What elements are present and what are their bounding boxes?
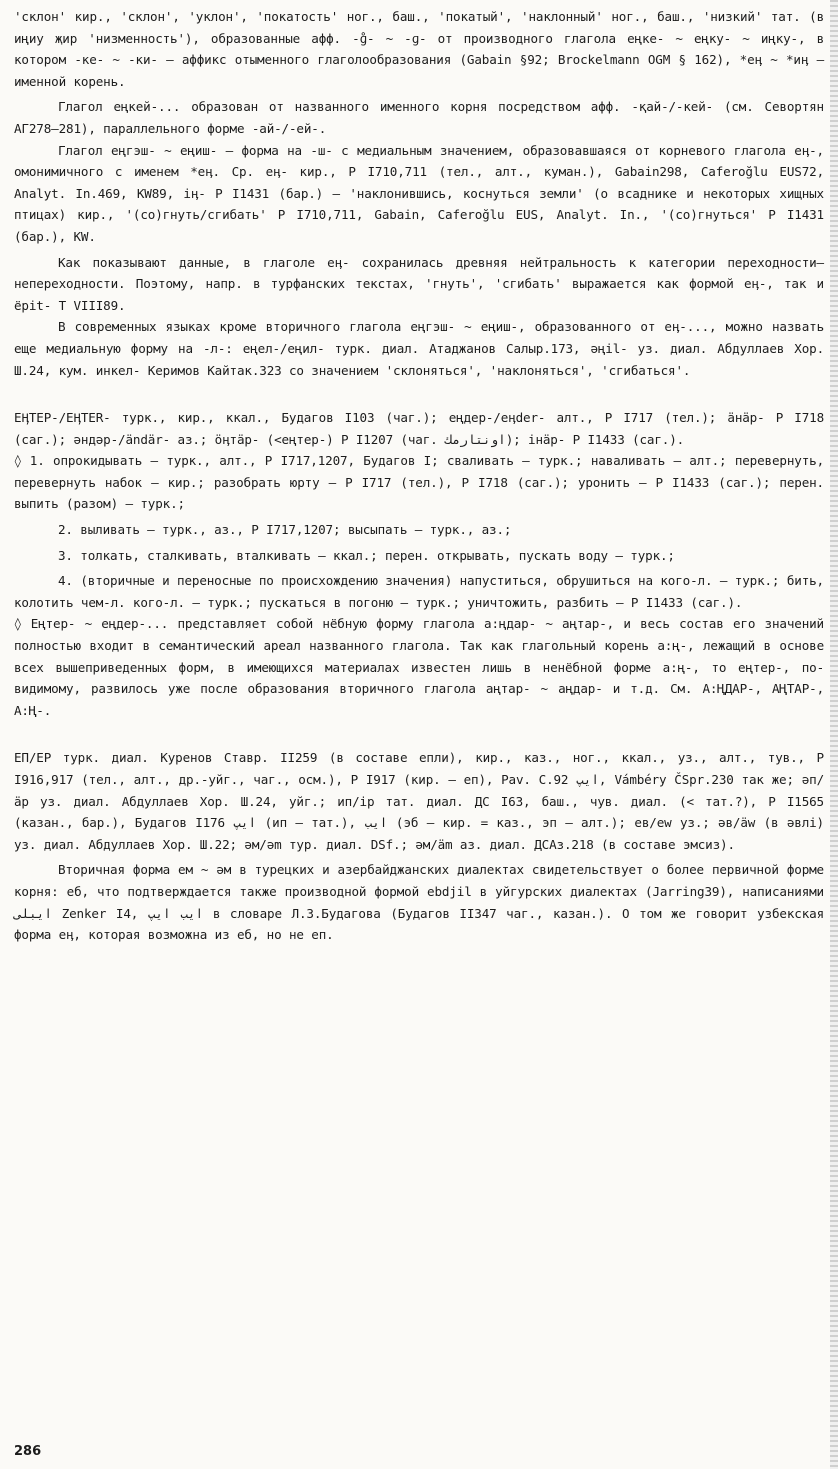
paragraph: В современных языках кроме вторичного глагола еңгэш- ~ еңиш-, образованного от еӊ-..., можно назвать еще медиальную форму на -л-: еңел-/еңил- турк. диал. Атаджанов Салыр.173, әңil- уз. диал. Абдуллаев Хор. Ш.24, кум. инкел- Керимов Кайтак.323 со значением 'склоняться', 'наклоняться', 'сгибаться'. [14, 319, 824, 378]
paragraph: ◊ 1. опрокидывать – турк., алт., Р I717,1207, Будагов I; сваливать – турк.; наваливать – алт.; перевернуть, перевернуть набок – кир.; разобрать юрту – Р I717 (тел.), Р I718 (саг.); уронить – Р I1433 (саг.); перен. выпить (разом) – турк.; [14, 453, 824, 512]
paragraph-gap [14, 381, 824, 407]
paragraph: ◊ Еңтер- ~ еңдер-... представляет собой нёбную форму глагола а:ңдар- ~ аңтар-, и весь состав его значений полностью входит в семантический ареал названного глагола. Так как глагольный корень а:ң-, лежащий в основе всех вышеприведенных форм, в имеющихся материалах известен лишь в ненёбной форме а:ң-, то еңтер-, по-видимому, развилось уже после образования вторичного глагола аңтар- ~ аңдар- и т.д. См. А:ҢДАР-, АҢТАР-, А:Ң-. [14, 616, 824, 718]
paragraph: 3. толкать, сталкивать, вталкивать – ккал.; перен. открывать, пускать воду – турк.; [58, 547, 675, 563]
paragraph: Вторичная форма ем ~ әм в турецких и азербайджанских диалектах свидетельствует о более первичной форме корня: еб, что подтверждается также производной формой ebdjil в уйгурских диалектах (Jarring39), написаниями ايبلى Zenker I4, ايب ايپ в словаре Л.З.Будагова (Будагов II347 чаг., казан.). О том же говорит узбекская форма еӊ, которая возможна из еб, но не еп. [14, 862, 824, 943]
paragraph-gap [14, 721, 824, 747]
paragraph: ЕП/ЕР турк. диал. Куренов Ставр. II259 (в составе епли), кир., каз., ног., ккал., уз., алт., тув., Р I916,917 (тел., алт., др.-уйг., чаг., осм.), Р I917 (кир. – еп), Pav. C.92 ايپ, Vámbéry ČSpr.230 так же; әп/äр уз. диал. Абдуллаев Хор. Ш.24, уйг.; ип/iр тат. диал. ДС I63, баш., чув. диал. (< тат.?), Р I1565 (казан., бар.), Будагов I176 ايپ (ип – тат.), ايب (эб – кир. = каз., эп – алт.); eв/ew уз.; әв/äw (в әвлi) уз. диал. Абдуллаев Хор. Ш.22; әм/әm тур. диал. DSf.; әм/äm аз. диал. ДСАз.218 (в составе эмсиз). [14, 750, 825, 852]
paragraph: Как показывают данные, в глаголе еӊ- сохранилась древняя нейтральность к категории переходности–непереходности. Поэтому, напр. в турфанских текстах, 'гнуть', 'сгибать' выражается как формой еӊ-, так и ёpit- Т VIII89. [14, 254, 824, 313]
paragraph: Глагол еңкей-... образован от названного именного корня посредством афф. -қай-/-кей- (см. Севортян АГ278–281), параллельного форме -ай-/-ей-. [14, 99, 824, 136]
paragraph: 'склон' кир., 'склон', 'уклон', 'покатость' ног., баш., 'покатый', 'наклонный' ног., баш., 'низкий' тат. (в иңиу җир 'низменность'), образованные афф. -ɡ̊- ~ -ɡ- от производного глагола еңке- ~ еңку- ~ иңку-, в котором -ке- ~ -ки- – аффикс отыменного глаголообразования (Gabain §92; Brockelmann OGM § 162), *еӊ ~ *иӊ – именной корень. [14, 9, 824, 89]
paragraph: 4. (вторичные и переносные по происхождению значения) напуститься, обрушиться на кого-л. – турк.; бить, колотить чем-л. кого-л. – турк.; пускаться в погоню – турк.; уничтожить, разбить – Р I1433 (саг.). [14, 573, 824, 610]
page-number: 286 [14, 1444, 42, 1459]
paragraph: 2. выливать – турк., аз., Р I717,1207; высыпать – турк., аз.; [58, 522, 512, 538]
document-page [14, 6, 824, 1461]
scan-edge [830, 0, 838, 1469]
text-body [14, 6, 824, 946]
paragraph: ЕӉТЕР-/ЕӉТЕR- турк., кир., ккал., Будагов I103 (чаг.); еңдер-/eӊder- алт., Р I717 (тел.); äнäр- Р I718 (саг.); әндәр-/ändär- аз.; öӊтäр- (<еңтер-) Р I1207 (чаг. اونتارمك); iнäр- Р I1433 (саг.). [14, 410, 824, 447]
paragraph: Глагол еңгэш- ~ еңиш- – форма на -ш- с медиальным значением, образовавшаяся от корневого глагола еӊ-, омонимичного с именем *еӊ. Ср. еӊ- кир., Р I710,711 (тел., алт., куман.), Gabain298, Caferoğlu EUS72, Analyt. In.469, KW89, iӊ- Р I1431 (бар.) – 'наклонившись, коснуться земли' (о всаднике и некоторых хищных птицах) кир., '(со)гнуть/сгибать' Р I710,711, Gabain, Caferoğlu EUS, Analyt. In., '(со)гнуться' Р I1431 (бар.), KW. [14, 142, 824, 244]
